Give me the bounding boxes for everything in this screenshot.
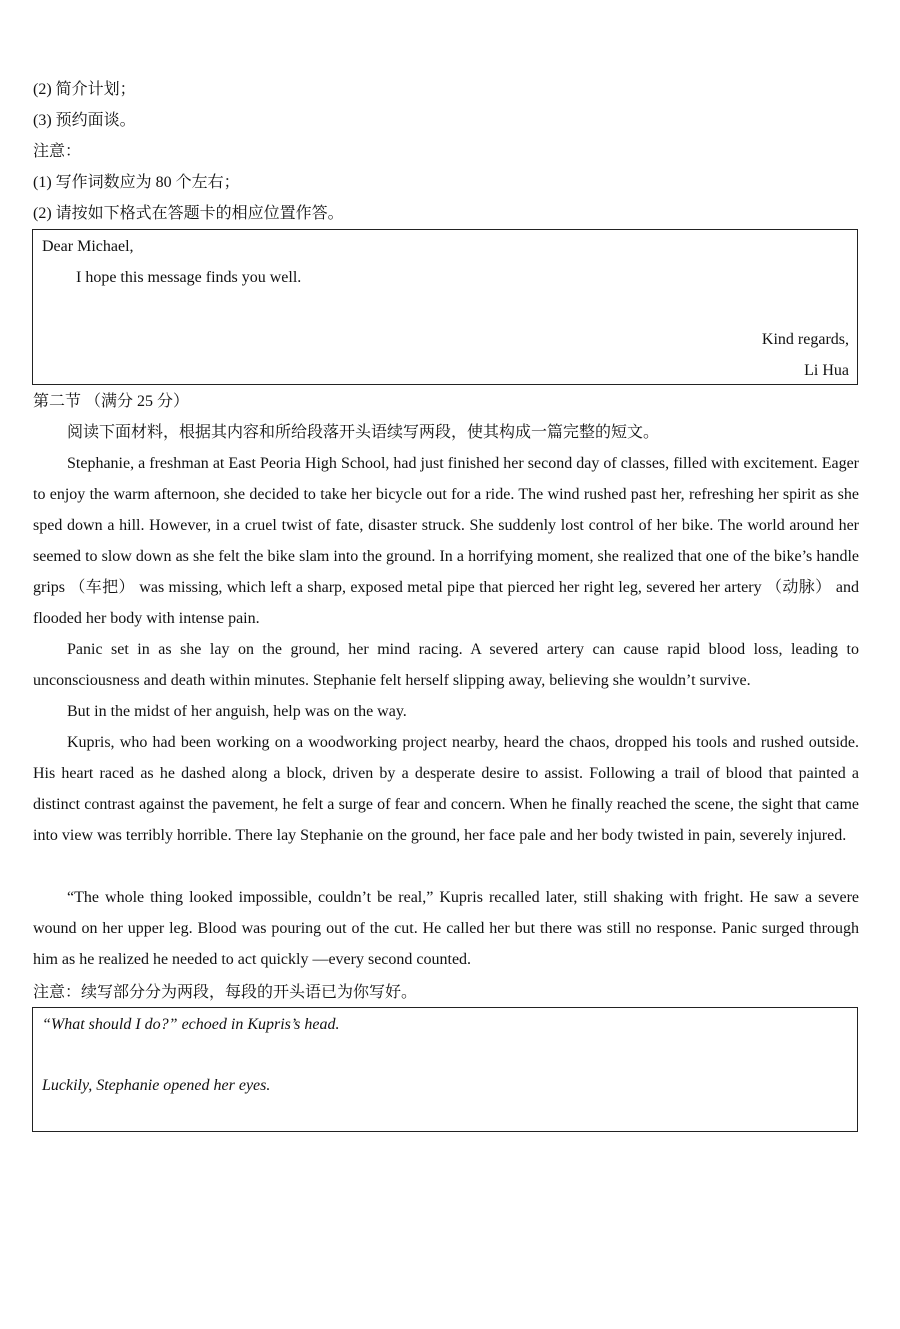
requirement-item-3: (3) 预约面谈。 <box>33 112 136 129</box>
story-paragraph-3: But in the midst of her anguish, help was on the way. <box>67 703 407 720</box>
story-paragraph-4: Kupris, who had been working on a woodworking project nearby, heard the chaos, dropped his tools and rushed outside. His heart raced as he dashed along a block, driven by a desperate desire to assist. Following a trail of blood that painted a distinct contrast against the pavement, he felt a surge of fear and concern. When he finally reached the scene, the sight that came into view was terribly horrible. There lay Stephanie on the ground, her face pale and her body twisted in pain, severely injured. <box>33 734 859 844</box>
section-2-heading: 第二节 （满分 25 分） <box>33 393 190 410</box>
letter-opening-line: I hope this message finds you well. <box>76 269 302 286</box>
letter-salutation: Dear Michael, <box>42 238 134 255</box>
continuation-note: 注意：续写部分分为两段，每段的开头语已为你写好。 <box>33 984 418 1001</box>
continuation-answer-box[interactable] <box>32 1007 858 1132</box>
story-paragraph-5: “The whole thing looked impossible, couldn’t be real,” Kupris recalled later, still shaking with fright. He saw a severe wound on her upper leg. Blood was pouring out of the cut. He called her but there was still no response. Panic surged through him as he realized he needed to act quickly —every second counted. <box>33 889 859 968</box>
section-2-instruction: 阅读下面材料，根据其内容和所给段落开头语续写两段，使其构成一篇完整的短文。 <box>67 424 660 441</box>
continuation-opener-1: “What should I do?” echoed in Kupris’s head. <box>42 1016 340 1033</box>
story-paragraph-2: Panic set in as she lay on the ground, her mind racing. A severed artery can cause rapid blood loss, leading to unconsciousness and death within minutes. Stephanie felt herself slipping away, believing she wouldn’t survive. <box>33 641 859 689</box>
note-item-1: (1) 写作词数应为 80 个左右； <box>33 174 240 191</box>
letter-closing: Kind regards, <box>761 331 849 348</box>
letter-answer-box[interactable] <box>32 229 858 385</box>
letter-signature: Li Hua <box>804 362 849 379</box>
continuation-opener-2: Luckily, Stephanie opened her eyes. <box>42 1077 271 1094</box>
note-item-2: (2) 请按如下格式在答题卡的相应位置作答。 <box>33 205 344 222</box>
requirement-item-2: (2) 简介计划； <box>33 81 136 98</box>
notes-label: 注意： <box>33 143 82 160</box>
story-paragraph-1: Stephanie, a freshman at East Peoria High School, had just finished her second day of classes, filled with excitement. Eager to enjoy the warm afternoon, she decided to take her bicycle out for a ride. The wind rushed past her, refreshing her spirit as she sped down a hill. However, in a cruel twist of fate, disaster struck. She suddenly lost control of her bike. The world around her seemed to slow down as she felt the bike slam into the ground. In a horrifying moment, she realized that one of the bike’s handle grips （车把） was missing, which left a sharp, exposed metal pipe that pierced her right leg, severed her artery （动脉） and flooded her body with intense pain. <box>33 455 859 627</box>
